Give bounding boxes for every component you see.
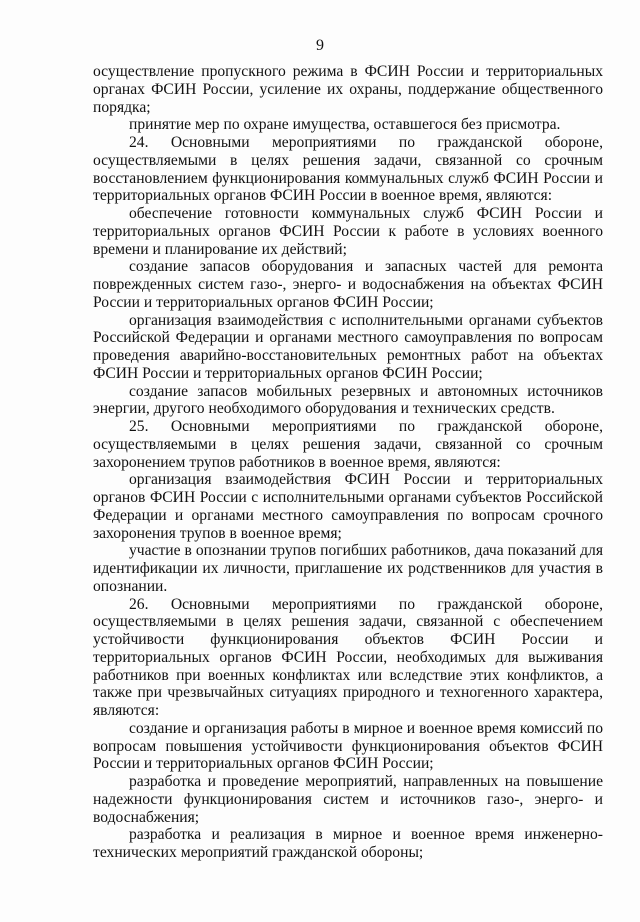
paragraph-item-25: 25. Основными мероприятиями по гражданской обороне, осуществляемыми в целях решения задачи, связанной со срочным захоронением трупов работников в военное время, являются: xyxy=(93,418,603,471)
paragraph-item-24: 24. Основными мероприятиями по гражданской обороне, осуществляемыми в целях решения задачи, связанной со срочным восстановлением функционирования коммунальных служб ФСИН России и территориальных органов ФСИН России в военное время, являются: xyxy=(93,134,603,205)
paragraph: участие в опознании трупов погибших работников, дача показаний для идентификации их личности, приглашение их родственников для участия в опознании. xyxy=(93,542,603,595)
paragraph: разработка и проведение мероприятий, направленных на повышение надежности функционирования систем и источников газо-, энерго- и водоснабжения; xyxy=(93,773,603,826)
paragraph: создание запасов мобильных резервных и автономных источников энергии, другого необходимого оборудования и технических средств. xyxy=(93,382,603,418)
paragraph-continuation: осуществление пропускного режима в ФСИН России и территориальных органах ФСИН России, усиление их охраны, поддержание общественного порядка; xyxy=(93,63,603,116)
paragraph: организация взаимодействия с исполнительными органами субъектов Российской Федерации и органами местного самоуправления по вопросам проведения аварийно-восстановительных ремонтных работ на объектах ФСИН России и территориальных органов ФСИН России; xyxy=(93,311,603,382)
paragraph: принятие мер по охране имущества, оставшегося без присмотра. xyxy=(129,116,561,134)
paragraph: обеспечение готовности коммунальных служб ФСИН России и территориальных органов ФСИН России к работе в условиях военного времени и планирование их действий; xyxy=(93,205,603,258)
paragraph: организация взаимодействия ФСИН России и территориальных органов ФСИН России с исполнительными органами субъектов Российской Федерации и органами местного самоуправления по вопросам срочного захоронения трупов в военное время; xyxy=(93,471,603,542)
page-number: 9 xyxy=(316,37,324,54)
paragraph-item-26: 26. Основными мероприятиями по гражданской обороне, осуществляемыми в целях решения задачи, связанной с обеспечением устойчивости функционирования объектов ФСИН России и территориальных органов ФСИН России, необходимых для выживания работников при военных конфликтах или вследствие этих конфликтов, а также при чрезвычайных ситуациях природного и техногенного характера, являются: xyxy=(93,595,603,719)
document-body xyxy=(93,63,603,862)
paragraph: разработка и реализация в мирное и военное время инженерно-технических мероприятий гражданской обороны; xyxy=(93,826,603,861)
paragraph: создание запасов оборудования и запасных частей для ремонта поврежденных систем газо-, энерго- и водоснабжения на объектах ФСИН России и территориальных органов ФСИН России; xyxy=(93,258,603,311)
paragraph: создание и организация работы в мирное и военное время комиссий по вопросам повышения устойчивости функционирования объектов ФСИН России и территориальных органов ФСИН России; xyxy=(93,719,603,773)
